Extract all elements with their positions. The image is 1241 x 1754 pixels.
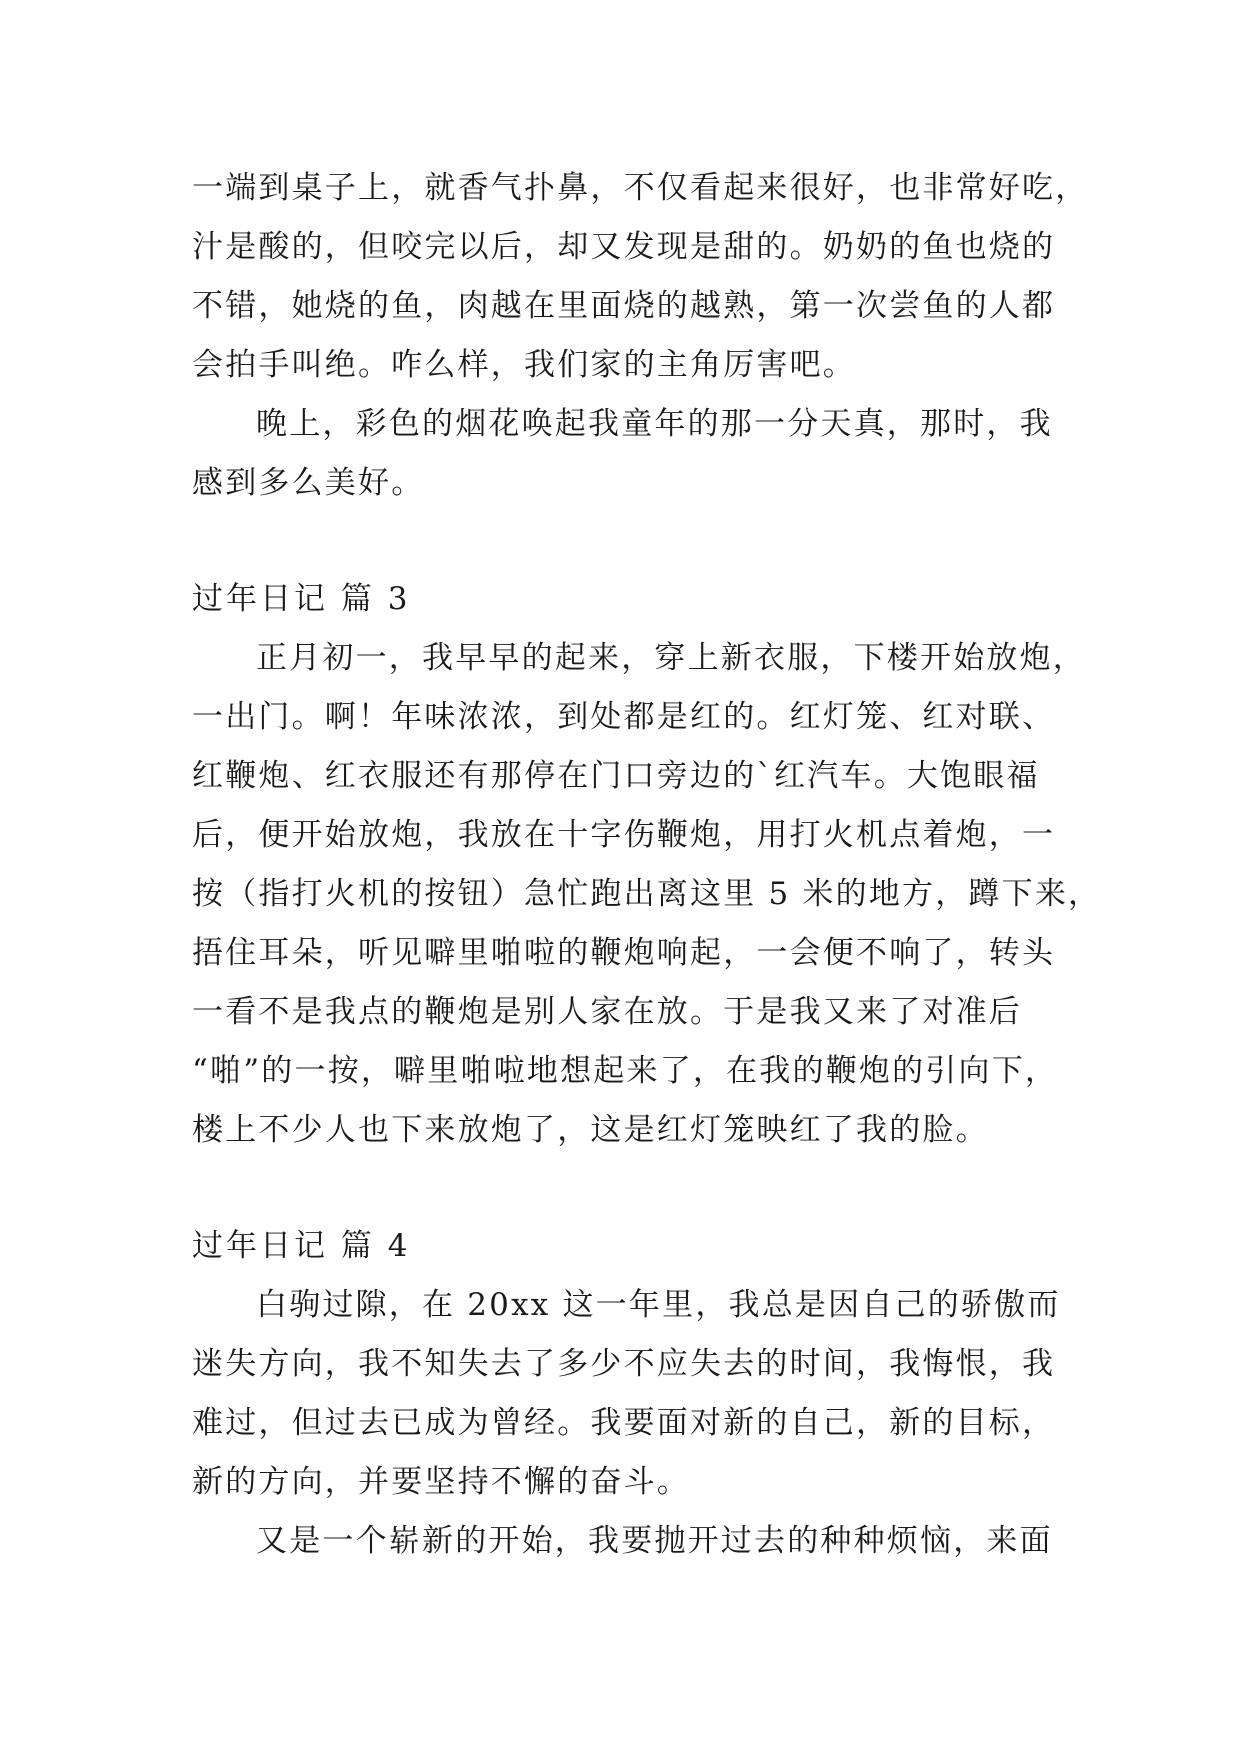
paragraph-first-line: 白驹过隙，在 20xx 这一年里，我总是因自己的骄傲而 <box>256 1287 1061 1323</box>
section-heading: 过年日记 篇 3 <box>192 581 411 617</box>
paragraph-line: 后，便开始放炮，我放在十字伤鞭炮，用打火机点着炮，一 <box>192 817 1056 853</box>
paragraph-line: 按（指打火机的按钮）急忙跑出离这里 5 米的地方，蹲下来， <box>192 876 1102 912</box>
paragraph-line: 新的方向，并要坚持不懈的奋斗。 <box>192 1464 690 1500</box>
paragraph-line: 汁是酸的，但咬完以后，却又发现是甜的。奶奶的鱼也烧的 <box>192 229 1056 265</box>
paragraph-line: 一出门。啊！年味浓浓，到处都是红的。红灯笼、红对联、 <box>192 699 1056 735</box>
paragraph-line: 捂住耳朵，听见噼里啪啦的鞭炮响起，一会便不响了，转头 <box>192 935 1056 971</box>
paragraph-line: 不错，她烧的鱼，肉越在里面烧的越熟，第一次尝鱼的人都 <box>192 288 1056 324</box>
section-heading: 过年日记 篇 4 <box>192 1228 411 1264</box>
paragraph-first-line: 又是一个崭新的开始，我要抛开过去的种种烦恼，来面 <box>256 1523 1053 1559</box>
paragraph-line: 红鞭炮、红衣服还有那停在门口旁边的`红汽车。大饱眼福 <box>192 758 1040 794</box>
paragraph-first-line: 正月初一，我早早的起来，穿上新衣服，下楼开始放炮， <box>256 640 1086 676</box>
paragraph-line: 一看不是我点的鞭炮是别人家在放。于是我又来了对准后 <box>192 994 1022 1030</box>
paragraph-line: 迷失方向，我不知失去了多少不应失去的时间，我悔恨，我 <box>192 1346 1056 1382</box>
paragraph-first-line: 晚上，彩色的烟花唤起我童年的那一分天真，那时，我 <box>256 406 1053 442</box>
paragraph-line: “啪”的一按，噼里啪啦地想起来了，在我的鞭炮的引向下， <box>192 1053 1059 1089</box>
paragraph-line: 一端到桌子上，就香气扑鼻，不仅看起来很好，也非常好吃， <box>192 170 1089 206</box>
paragraph-line: 楼上不少人也下来放炮了，这是红灯笼映红了我的脸。 <box>192 1112 989 1148</box>
paragraph-line: 会拍手叫绝。咋么样，我们家的主角厉害吧。 <box>192 347 856 383</box>
paragraph-line: 难过，但过去已成为曾经。我要面对新的自己，新的目标， <box>192 1405 1056 1441</box>
paragraph-line: 感到多么美好。 <box>192 465 425 501</box>
